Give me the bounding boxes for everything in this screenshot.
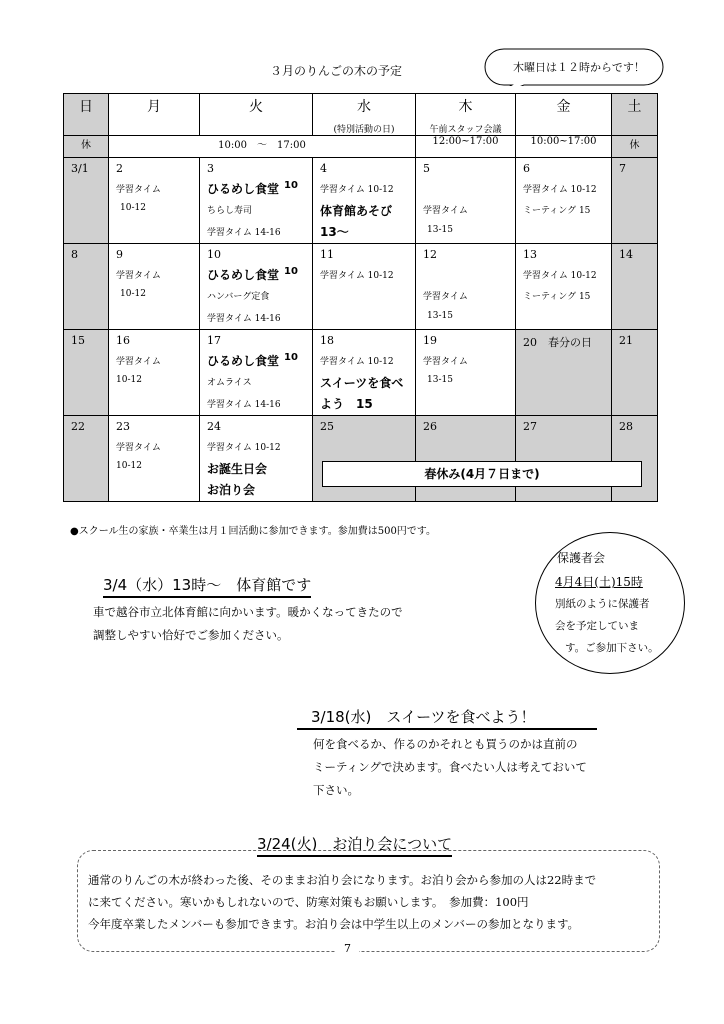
hours-fri: 10:00~17:00 xyxy=(516,136,612,158)
week-row xyxy=(64,416,658,502)
event-sleepover: お泊り会 xyxy=(207,483,256,497)
section-gym-heading: 3/4（水）13時～ 体育館です xyxy=(103,574,311,595)
week-row xyxy=(64,244,658,330)
event-birthday: お誕生日会 xyxy=(207,462,268,476)
header-sat: 土 xyxy=(612,94,658,136)
day-cell-sat: 7 xyxy=(612,158,658,244)
hours-sun: 休 xyxy=(64,136,109,158)
day-cell-tue: 24 学習タイム 10-12 お誕生日会 お泊り会 xyxy=(200,416,313,502)
section-sweets-heading: 3/18(水) スイーツを食べよう！ xyxy=(297,706,597,727)
event-sweets: スイーツを食べ xyxy=(320,376,404,390)
day-cell-mon: 9 学習タイム 10-12 xyxy=(109,244,200,330)
header-thu: 木 午前スタッフ会議 xyxy=(416,94,516,136)
parents-meeting-circle: 保護者会 4月4日(土)15時 別紙のように保護者 会を予定していま す。ご参加下さい。 xyxy=(535,532,685,674)
day-cell-wed: 4 学習タイム 10-12 体育館あそび 13～ xyxy=(313,158,416,244)
day-cell-sun: 3/1 xyxy=(64,158,109,244)
day-cell-sun: 22 xyxy=(64,416,109,502)
hours-row xyxy=(64,136,658,158)
header-fri: 金 xyxy=(516,94,612,136)
speech-bubble-text: 木曜日は１２時からです！ xyxy=(513,61,645,74)
day-cell-fri: 27 xyxy=(516,416,612,502)
day-cell-fri: 20 春分の日 xyxy=(516,330,612,416)
header-sun: 日 xyxy=(64,94,109,136)
day-cell-tue: 10 ひるめし食堂 10 ハンバーグ定食 学習タイム 14-16 xyxy=(200,244,313,330)
sleepover-info-box: 通常のりんごの木が終わった後、そのままお泊り会になります。お泊り会から参加の人は22時まで に来てください。寒いかもしれないので、防寒対策もお願いします。 参加費：100円 今年度卒業したメンバーも参加できます。お泊り会は中学生以上のメンバーの参加となります。 xyxy=(77,850,660,952)
hours-sat: 休 xyxy=(612,136,658,158)
hirumeshi-label: ひるめし食堂 xyxy=(207,268,280,282)
day-cell-fri: 13 学習タイム 10-12 ミーティング 15 xyxy=(516,244,612,330)
day-cell-mon: 23 学習タイム 10-12 xyxy=(109,416,200,502)
hours-thu: 12:00~17:00 xyxy=(416,136,516,158)
page-number: 7 xyxy=(336,942,359,955)
spring-break-banner: 春休み(4月７日まで) xyxy=(322,461,642,487)
day-cell-wed: 25 xyxy=(313,416,416,502)
wed-subtitle: (特別活動の日) xyxy=(333,125,395,135)
header-tue: 火 xyxy=(200,94,313,136)
section-sweets-text: 何を食べるか、作るのかそれとも買うのかは直前の ミーティングで決めます。食べたい人は考えておいて 下さい。 xyxy=(313,737,587,797)
section-sleepover-heading: 3/24(火) お泊り会について xyxy=(257,833,452,854)
day-cell-mon: 16 学習タイム 10-12 xyxy=(109,330,200,416)
hirumeshi-label: ひるめし食堂 xyxy=(207,182,280,196)
schedule-title: ３月のりんごの木の予定 xyxy=(270,64,403,78)
participation-note: ●スクール生の家族・卒業生は月１回活動に参加できます。参加費は500円です。 xyxy=(70,526,437,537)
day-cell-sun: 8 xyxy=(64,244,109,330)
day-cell-thu: 12 学習タイム 13-15 xyxy=(416,244,516,330)
day-cell-wed: 11 学習タイム 10-12 xyxy=(313,244,416,330)
day-cell-sat: 14 xyxy=(612,244,658,330)
day-cell-thu: 19 学習タイム 13-15 xyxy=(416,330,516,416)
day-cell-sat: 28 xyxy=(612,416,658,502)
day-cell-tue: 3 ひるめし食堂 10 ちらし寿司 学習タイム 14-16 xyxy=(200,158,313,244)
event-gym: 体育館あそび xyxy=(320,204,393,218)
day-cell-mon: 2 学習タイム 10-12 xyxy=(109,158,200,244)
weekday-header-row xyxy=(64,94,658,136)
day-cell-tue: 17 ひるめし食堂 10 オムライス 学習タイム 14-16 xyxy=(200,330,313,416)
day-cell-wed: 18 学習タイム 10-12 スイーツを食べ よう 15 xyxy=(313,330,416,416)
day-cell-sun: 15 xyxy=(64,330,109,416)
header-wed: 水 (特別活動の日) xyxy=(313,94,416,136)
day-cell-thu: 5 学習タイム 13-15 xyxy=(416,158,516,244)
day-cell-sat: 21 xyxy=(612,330,658,416)
hours-mon-wed: 10:00 ～ 17:00 xyxy=(109,136,416,158)
day-cell-fri: 6 学習タイム 10-12 ミーティング 15 xyxy=(516,158,612,244)
week-row xyxy=(64,330,658,416)
calendar-table xyxy=(63,93,658,502)
thu-subtitle: 午前スタッフ会議 xyxy=(429,125,502,135)
hirumeshi-label: ひるめし食堂 xyxy=(207,354,280,368)
day-cell-thu: 26 xyxy=(416,416,516,502)
section-gym-text: 車で越谷市立北体育館に向かいます。暖かくなってきたので 調整しやすい恰好でご参加ください。 xyxy=(93,605,403,642)
header-mon: 月 xyxy=(109,94,200,136)
week-row xyxy=(64,158,658,244)
